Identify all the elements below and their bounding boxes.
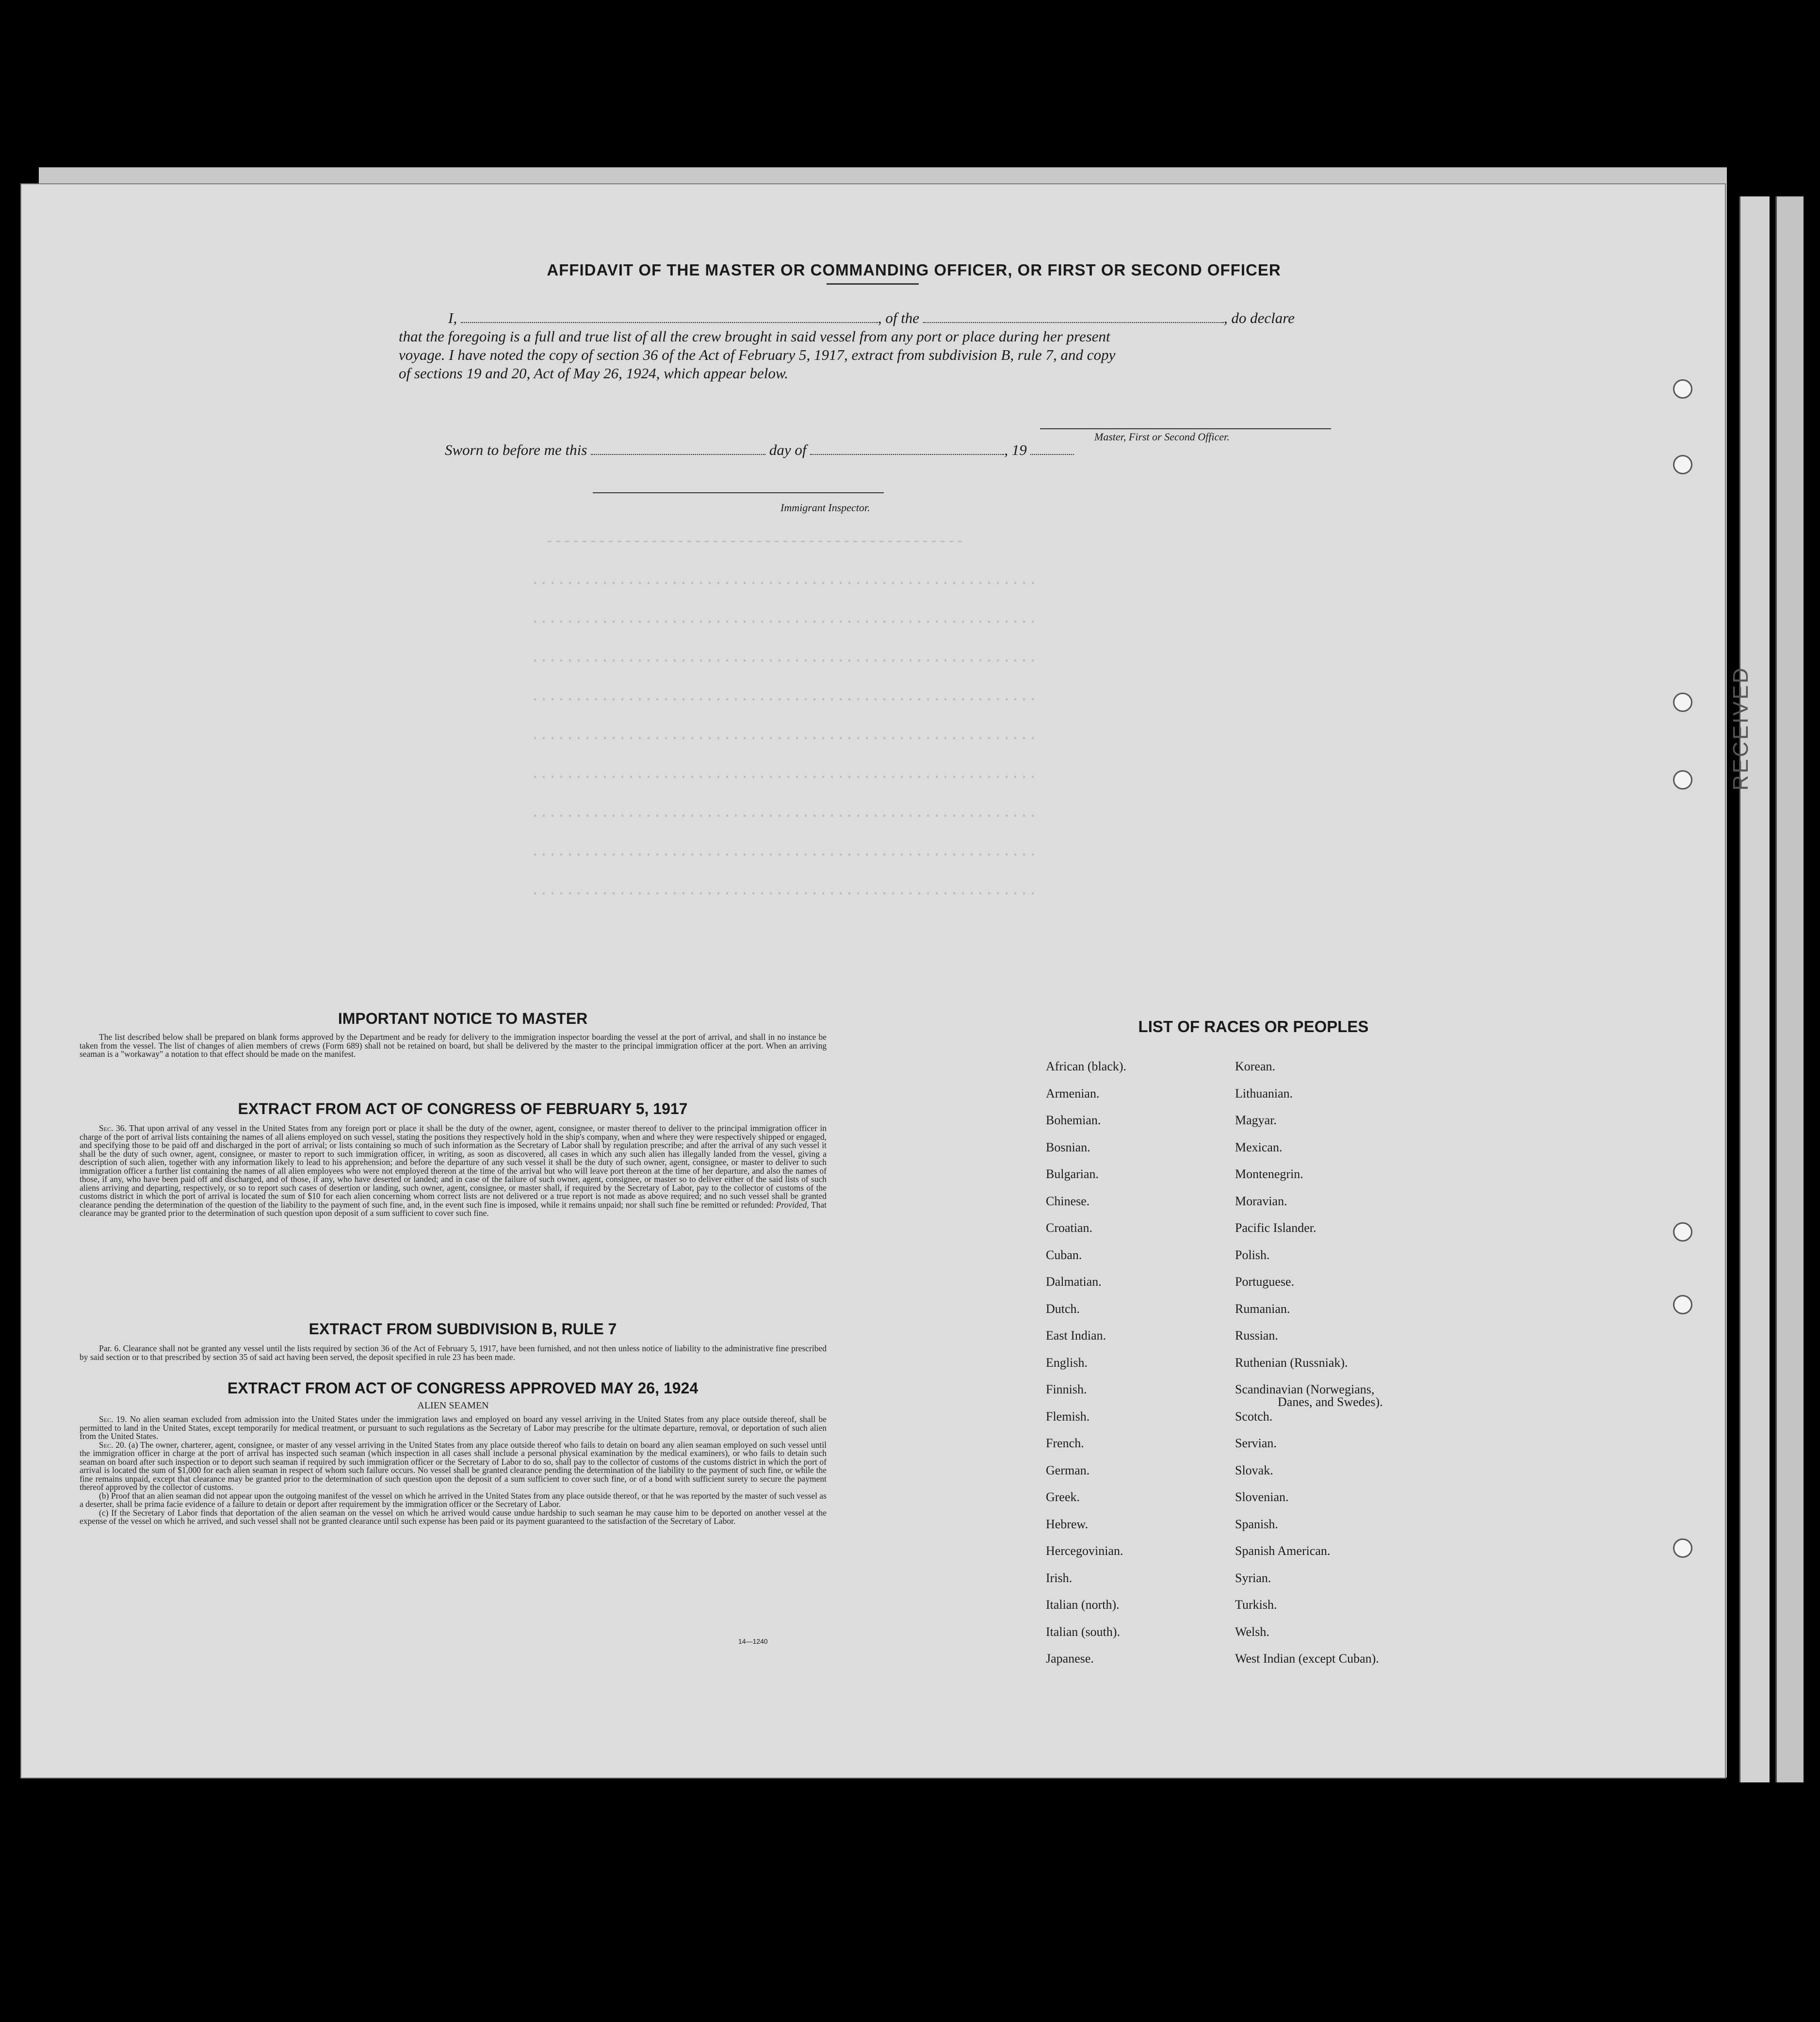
- punch-hole: [1673, 379, 1692, 399]
- race-item-right-22: West Indian (except Cuban).: [1235, 1651, 1379, 1666]
- sworn-month-blank[interactable]: [810, 443, 1004, 455]
- punch-hole: [1673, 1295, 1692, 1314]
- race-item-right-20: Turkish.: [1235, 1598, 1277, 1612]
- race-item-right-17: Spanish.: [1235, 1517, 1278, 1531]
- sec20c-text: (c) If the Secretary of Labor finds that deportation of the alien seaman on the vessel on which he arrived would cause undue hardship to such seaman he may cause him to be deported on another vessel at the expense of the vessel on which he arrived, and such vessel shall not be granted clearance until such expense has been paid or its payment guaranteed to the satisfaction of the Secretary of Labor.: [80, 1507, 827, 1526]
- race-item-left-4: Bulgarian.: [1046, 1167, 1099, 1181]
- sworn-day-blank[interactable]: [591, 443, 765, 455]
- race-item-right-2: Magyar.: [1235, 1113, 1277, 1127]
- extract-1924-title: EXTRACT FROM ACT OF CONGRESS APPROVED MAY 26, 1924: [227, 1379, 699, 1397]
- race-item-right-16: Slovenian.: [1235, 1490, 1289, 1504]
- alien-seamen-subtitle: ALIEN SEAMEN: [417, 1400, 489, 1411]
- race-item-left-18: Hercegovinian.: [1046, 1544, 1123, 1558]
- bleed-through: ------------------------------------------------ .......................................................... .......................................................... .......................................................... .......................................................... .......................................................... .......................................................... .......................................................... .......................................................... ..........................................................: [531, 534, 1038, 899]
- notice-body: [80, 1033, 827, 1059]
- race-item-left-2: Bohemian.: [1046, 1113, 1101, 1127]
- race-item-right-3: Mexican.: [1235, 1140, 1283, 1154]
- race-item-left-11: English.: [1046, 1355, 1088, 1370]
- race-item-scandinavian-cont: Danes, and Swedes).: [1278, 1395, 1383, 1409]
- sworn-line: [445, 441, 1074, 459]
- sec19-text: No alien seaman excluded from admission into the United States under the immigration laws and employed on board any vessel arriving in the United States from any place outside thereof, shall be permitted to land in the United States, except temporarily for medical treatment, or pursuant to such regulations as the Secretary of Labor may prescribe for the ultimate departure, removal, or deportation of such alien from the United States.: [80, 1414, 827, 1441]
- extract-1924-body: [80, 1415, 827, 1526]
- race-item-right-5: Moravian.: [1235, 1194, 1287, 1208]
- notice-title: IMPORTANT NOTICE TO MASTER: [338, 1010, 588, 1027]
- race-item-left-22: Japanese.: [1046, 1651, 1094, 1666]
- race-item-right-4: Montenegrin.: [1235, 1167, 1303, 1181]
- race-item-left-14: French.: [1046, 1436, 1084, 1450]
- races-title: LIST OF RACES OR PEOPLES: [1138, 1018, 1369, 1035]
- race-item-left-5: Chinese.: [1046, 1194, 1090, 1208]
- race-item-left-16: Greek.: [1046, 1490, 1080, 1504]
- affidavit-i: I,: [448, 309, 457, 326]
- affidavit-line-4: of sections 19 and 20, Act of May 26, 1924, which appear below.: [399, 365, 789, 382]
- race-item-right-0: Korean.: [1235, 1059, 1276, 1073]
- provided-text: Provided,: [776, 1199, 809, 1210]
- punch-hole: [1673, 1538, 1692, 1558]
- race-item-right-7: Polish.: [1235, 1247, 1270, 1262]
- form-number: 14—1240: [738, 1637, 768, 1645]
- punch-hole: [1673, 1222, 1692, 1242]
- sworn-text: Sworn to before me this: [445, 441, 587, 458]
- rule7-text: Par. 6. Clearance shall not be granted any vessel until the lists required by section 36 of the Act of February 5, 1917, have been furnished, and not then unless notice of liability to the administrative fine prescribed by said section or to that prescribed by section 35 of said act having been served, the deposit specified in rule 23 has been made.: [80, 1343, 827, 1362]
- name-blank[interactable]: [461, 311, 878, 323]
- race-item-right-1: Lithuanian.: [1235, 1086, 1293, 1100]
- race-item-right-8: Portuguese.: [1235, 1275, 1295, 1289]
- race-item-right-18: Spanish American.: [1235, 1544, 1331, 1558]
- affidavit-line-3: voyage. I have noted the copy of section 36 of the Act of February 5, 1917, extract from subdivision B, rule 7, and copy: [399, 346, 1116, 363]
- sec36-text: That upon arrival of any vessel in the United States from any foreign port or place it shall be the duty of the owner, agent, consignee, or master thereof to deliver to the principal immigration officer in charge of the port of arrival lists containing the names of all aliens employed on such vessel, stating the positions they respectively hold in the ship's company, when and where they were respectively shipped or engaged, and specifying those to be paid off and discharged in the port of arrival; or lists containing so much of such information as the Secretary of Labor shall by regulation prescribe; and after the arrival of any such vessel it shall be the duty of such owner, agent, consignee, or master to report to such immigration officer, in writing, as soon as discovered, all cases in which any such alien has illegally landed from the vessel, giving a description of such alien, together with any information likely to lead to his apprehension; and before the departure of any such vessel it shall be the duty of such owner, agent, consignee, or master to deliver to such immigration officer a further list containing the names of all alien employees who were not employed thereon at the time of the arrival but who will leave port thereon at the time of her departure, and also the names of those, if any, who have been paid off and discharged, and of those, if any, who have deserted or landed; and in case of the failure of such owner, agent, consignee, or master so to deliver either of the said lists of such aliens arriving and departing, respectively, or so to report such cases of desertion or landing, such owner, agent, consignee, or master shall, if required by the Secretary of Labor, pay to the collector of customs of the customs district in which the port of arrival is located the sum of $10 for each alien concerning whom correct lists are not delivered or a true report is not made as above required; and no such vessel shall be granted clearance pending the determination of the question of the liability to the payment of such fine, and, in the event such fine is imposed, while it remains unpaid; nor shall such fine be remitted or refunded:: [80, 1123, 827, 1210]
- race-item-right-9: Rumanian.: [1235, 1301, 1290, 1316]
- race-item-right-10: Russian.: [1235, 1328, 1278, 1343]
- sec20a-text: (a) The owner, charterer, agent, consignee, or master of any vessel arriving in the United States from any place outside thereof who fails to detain on board any alien seaman employed on such vessel until the immigration officer in charge at the port of arrival has inspected such seaman (which inspection in all cases shall include a personal physical examination by the medical examiners), or who fails to detain such seaman on board after such inspection or to deport such seaman if required by such immigration officer or the Secretary of Labor to do so, shall pay to the collector of customs of the customs district in which the port of arrival is located the sum of $1,000 for each alien seaman in respect of whom such failure occurs. No vessel shall be granted clearance pending the determination of the liability to the payment of such fine, or while the fine remains unpaid, except that clearance may be granted prior to the determination of such question upon the deposit of a sum sufficient to cover such fine, or of a bond with sufficient surety to secure the payment thereof approved by the collector of customs.: [80, 1440, 827, 1492]
- vessel-blank[interactable]: [923, 311, 1224, 323]
- affidavit-of-the: , of the: [878, 309, 920, 326]
- extract-1917-title: EXTRACT FROM ACT OF CONGRESS OF FEBRUARY 5, 1917: [238, 1100, 688, 1117]
- race-item-left-8: Dalmatian.: [1046, 1275, 1102, 1289]
- page-edge-strip: [1739, 196, 1770, 1782]
- race-item-left-12: Finnish.: [1046, 1382, 1087, 1396]
- inspector-caption: Immigrant Inspector.: [780, 501, 870, 514]
- notice-text: The list described below shall be prepared on blank forms approved by the Department and be ready for delivery to the immigration inspector boarding the vessel at the port of arrival, and shall in no instance be taken from the vessel. The list of changes of alien members of crews (Form 689) shall not be retained on board, but shall be delivered by the master to the principal immigration officer at the port. When an arriving seaman is a "workaway" a notation to that effect should be made on the manifest.: [80, 1032, 827, 1059]
- race-item-left-21: Italian (south).: [1046, 1624, 1121, 1639]
- document-page: [20, 183, 1753, 1779]
- sec36-label: Sec. 36.: [99, 1123, 127, 1133]
- title-rule: [827, 283, 919, 285]
- page-edge-strip: [1775, 196, 1804, 1782]
- punch-hole: [1673, 455, 1692, 474]
- race-item-left-3: Bosnian.: [1046, 1140, 1090, 1154]
- race-item-right-13: Scotch.: [1235, 1409, 1273, 1423]
- race-item-left-9: Dutch.: [1046, 1301, 1080, 1316]
- received-stamp: RECEIVED: [1729, 666, 1753, 791]
- race-item-left-0: African (black).: [1046, 1059, 1127, 1073]
- race-item-left-15: German.: [1046, 1463, 1090, 1477]
- race-item-right-21: Welsh.: [1235, 1624, 1269, 1639]
- extract-1917-body: [80, 1124, 827, 1218]
- race-item-right-11: Ruthenian (Russniak).: [1235, 1355, 1348, 1370]
- affidavit-title: AFFIDAVIT OF THE MASTER OR COMMANDING OFFICER, OR FIRST OR SECOND OFFICER: [547, 261, 1281, 279]
- affidavit-line-2: that the foregoing is a full and true list of all the crew brought in said vessel from any port or place during her present: [399, 328, 1110, 345]
- race-item-left-7: Cuban.: [1046, 1247, 1082, 1262]
- race-item-left-13: Flemish.: [1046, 1409, 1090, 1423]
- inspector-signature-line[interactable]: [593, 492, 884, 493]
- sec20b-text: (b) Proof that an alien seaman did not appear upon the outgoing manifest of the vessel on which he arrived in the United States from any place outside thereof, or that he was reported by the master of such vessel as a deserter, shall be prima facie evidence of a failure to detain or deport after requirement by the immigration officer or the Secretary of Labor.: [80, 1490, 827, 1509]
- punch-hole: [1673, 693, 1692, 712]
- rule7-title: EXTRACT FROM SUBDIVISION B, RULE 7: [309, 1320, 617, 1338]
- race-item-right-14: Servian.: [1235, 1436, 1277, 1450]
- master-signature-line[interactable]: [1040, 428, 1331, 429]
- year-prefix: , 19: [1004, 441, 1027, 458]
- affidavit-declare: , do declare: [1223, 309, 1295, 326]
- day-of-text: day of: [769, 441, 807, 458]
- sec19-label: Sec. 19.: [99, 1414, 127, 1424]
- sec20-label: Sec. 20.: [99, 1440, 127, 1450]
- sworn-year-blank[interactable]: [1030, 443, 1074, 455]
- race-item-left-6: Croatian.: [1046, 1221, 1093, 1235]
- race-item-left-20: Italian (north).: [1046, 1598, 1120, 1612]
- race-item-left-19: Irish.: [1046, 1570, 1072, 1585]
- race-item-left-10: East Indian.: [1046, 1328, 1106, 1343]
- sec36-end: That clearance may be granted prior to the determination of such question upon deposit of a sum sufficient to cover such fine.: [80, 1199, 827, 1218]
- race-item-right-15: Slovak.: [1235, 1463, 1273, 1477]
- affidavit-line-1: [448, 309, 1295, 327]
- race-item-left-17: Hebrew.: [1046, 1517, 1089, 1531]
- race-item-right-19: Syrian.: [1235, 1570, 1271, 1585]
- master-caption: Master, First or Second Officer.: [1094, 431, 1230, 443]
- punch-hole: [1673, 770, 1692, 790]
- race-item-right-6: Pacific Islander.: [1235, 1221, 1316, 1235]
- race-item-right-12: Scandinavian (Norwegians,: [1235, 1382, 1375, 1396]
- rule7-body: [80, 1344, 827, 1361]
- race-item-left-1: Armenian.: [1046, 1086, 1100, 1100]
